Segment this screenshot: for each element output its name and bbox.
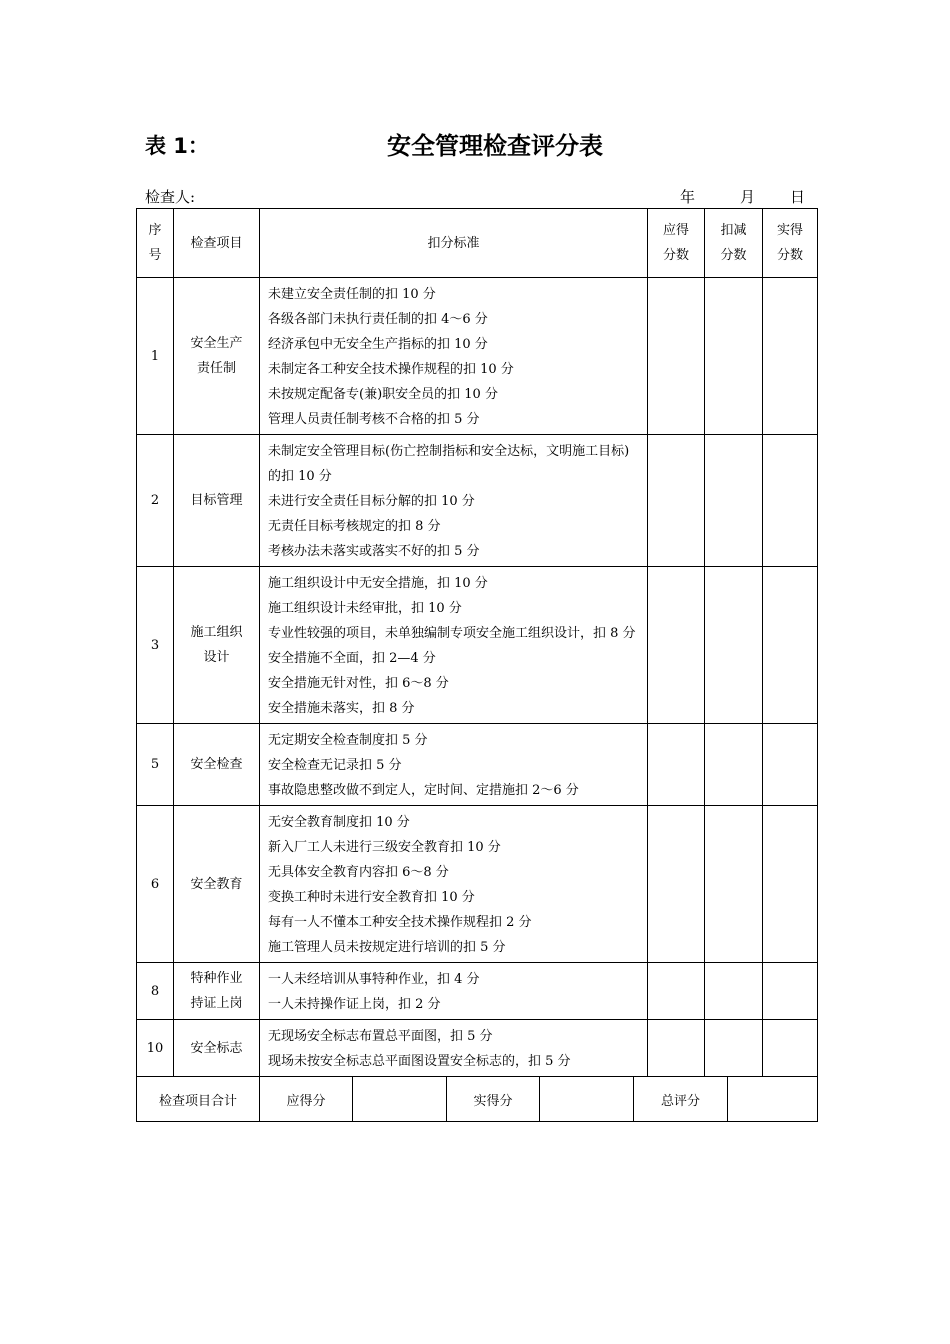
table-row xyxy=(137,724,818,806)
col-criteria: 扣分标准 xyxy=(260,209,648,278)
criteria-line: 未进行安全责任目标分解的扣 10 分 xyxy=(268,494,475,509)
row-actual-score[interactable] xyxy=(763,278,818,435)
table-row xyxy=(137,1020,818,1077)
criteria-line: 变换工种时未进行安全教育扣 10 分 xyxy=(268,890,475,905)
col-actual: 实得分数 xyxy=(763,209,818,278)
due-score-value[interactable] xyxy=(353,1077,447,1121)
criteria-line: 未制定各工种安全技术操作规程的扣 10 分 xyxy=(268,362,514,377)
row-item: 目标管理 xyxy=(174,435,260,567)
criteria-line: 各级各部门未执行责任制的扣 4～6 分 xyxy=(268,312,488,327)
row-deducted-score[interactable] xyxy=(705,435,763,567)
col-due: 应得分数 xyxy=(648,209,705,278)
row-actual-score[interactable] xyxy=(763,1020,818,1077)
criteria-line: 专业性较强的项目，未单独编制专项安全施工组织设计，扣 8 分 xyxy=(268,626,636,641)
date-month: 月 xyxy=(740,188,756,206)
row-due-score[interactable] xyxy=(648,567,705,724)
row-actual-score[interactable] xyxy=(763,806,818,963)
criteria-line: 无安全教育制度扣 10 分 xyxy=(268,815,410,830)
criteria-line: 每有一人不懂本工种安全技术操作规程扣 2 分 xyxy=(268,915,532,930)
page-title: 安全管理检查评分表 xyxy=(387,132,603,160)
criteria-line: 新入厂工人未进行三级安全教育扣 10 分 xyxy=(268,840,501,855)
criteria-line: 现场未按安全标志总平面图设置安全标志的，扣 5 分 xyxy=(268,1054,571,1069)
total-score-value[interactable] xyxy=(728,1077,818,1121)
inspector-label: 检查人: xyxy=(145,188,196,206)
col-deducted: 扣减分数 xyxy=(705,209,763,278)
criteria-line: 安全检查无记录扣 5 分 xyxy=(268,758,402,773)
row-criteria xyxy=(260,278,648,435)
row-deducted-score[interactable] xyxy=(705,806,763,963)
criteria-line: 无定期安全检查制度扣 5 分 xyxy=(268,733,428,748)
score-table xyxy=(136,208,818,1122)
total-score-label: 总评分 xyxy=(634,1077,728,1121)
row-deducted-score[interactable] xyxy=(705,567,763,724)
criteria-line: 一人未经培训从事特种作业，扣 4 分 xyxy=(268,972,480,987)
actual-score-value[interactable] xyxy=(540,1077,634,1121)
row-item: 安全教育 xyxy=(174,806,260,963)
criteria-line: 事故隐患整改做不到定人，定时间、定措施扣 2～6 分 xyxy=(268,783,579,798)
row-criteria xyxy=(260,724,648,806)
row-seq: 2 xyxy=(137,435,174,567)
row-deducted-score[interactable] xyxy=(705,724,763,806)
total-label: 检查项目合计 xyxy=(137,1077,260,1122)
row-criteria xyxy=(260,963,648,1020)
row-seq: 8 xyxy=(137,963,174,1020)
row-criteria xyxy=(260,1020,648,1077)
row-deducted-score[interactable] xyxy=(705,1020,763,1077)
row-item: 特种作业持证上岗 xyxy=(174,963,260,1020)
row-criteria xyxy=(260,806,648,963)
criteria-line: 无现场安全标志布置总平面图，扣 5 分 xyxy=(268,1029,493,1044)
criteria-line: 安全措施未落实，扣 8 分 xyxy=(268,701,415,716)
criteria-line: 未建立安全责任制的扣 10 分 xyxy=(268,287,436,302)
row-due-score[interactable] xyxy=(648,724,705,806)
criteria-line: 施工管理人员未按规定进行培训的扣 5 分 xyxy=(268,940,506,955)
criteria-line: 施工组织设计未经审批，扣 10 分 xyxy=(268,601,462,616)
row-criteria xyxy=(260,567,648,724)
table-row xyxy=(137,278,818,435)
criteria-line: 无具体安全教育内容扣 6～8 分 xyxy=(268,865,449,880)
row-due-score[interactable] xyxy=(648,278,705,435)
table-row xyxy=(137,963,818,1020)
criteria-line: 未按规定配备专(兼)职安全员的扣 10 分 xyxy=(268,387,498,402)
row-actual-score[interactable] xyxy=(763,435,818,567)
row-item: 安全生产责任制 xyxy=(174,278,260,435)
row-due-score[interactable] xyxy=(648,806,705,963)
row-seq: 1 xyxy=(137,278,174,435)
actual-score-label: 实得分 xyxy=(447,1077,540,1121)
criteria-line: 考核办法未落实或落实不好的扣 5 分 xyxy=(268,544,480,559)
row-deducted-score[interactable] xyxy=(705,278,763,435)
row-actual-score[interactable] xyxy=(763,567,818,724)
row-seq: 6 xyxy=(137,806,174,963)
criteria-line: 无责任目标考核规定的扣 8 分 xyxy=(268,519,441,534)
col-seq: 序号 xyxy=(137,209,174,278)
criteria-line: 安全措施无针对性，扣 6～8 分 xyxy=(268,676,449,691)
footer-row xyxy=(137,1077,818,1122)
date-day: 日 xyxy=(790,188,806,206)
row-due-score[interactable] xyxy=(648,963,705,1020)
due-score-label: 应得分 xyxy=(260,1077,353,1121)
criteria-line: 安全措施不全面，扣 2—4 分 xyxy=(268,651,436,666)
row-seq: 3 xyxy=(137,567,174,724)
row-item: 安全检查 xyxy=(174,724,260,806)
row-seq: 10 xyxy=(137,1020,174,1077)
row-actual-score[interactable] xyxy=(763,724,818,806)
row-due-score[interactable] xyxy=(648,1020,705,1077)
row-criteria xyxy=(260,435,648,567)
table-row xyxy=(137,435,818,567)
table-row xyxy=(137,567,818,724)
header-row xyxy=(137,209,818,278)
criteria-line: 施工组织设计中无安全措施，扣 10 分 xyxy=(268,576,488,591)
criteria-line: 未制定安全管理目标(伤亡控制指标和安全达标，文明施工目标)的扣 10 分 xyxy=(268,444,630,484)
row-seq: 5 xyxy=(137,724,174,806)
criteria-line: 管理人员责任制考核不合格的扣 5 分 xyxy=(268,412,480,427)
date-year: 年 xyxy=(680,188,696,206)
row-due-score[interactable] xyxy=(648,435,705,567)
criteria-line: 一人未持操作证上岗，扣 2 分 xyxy=(268,997,441,1012)
row-actual-score[interactable] xyxy=(763,963,818,1020)
row-deducted-score[interactable] xyxy=(705,963,763,1020)
col-item: 检查项目 xyxy=(174,209,260,278)
row-item: 施工组织设计 xyxy=(174,567,260,724)
criteria-line: 经济承包中无安全生产指标的扣 10 分 xyxy=(268,337,488,352)
table-row xyxy=(137,806,818,963)
row-item: 安全标志 xyxy=(174,1020,260,1077)
table-number-label: 表 1： xyxy=(145,134,209,158)
